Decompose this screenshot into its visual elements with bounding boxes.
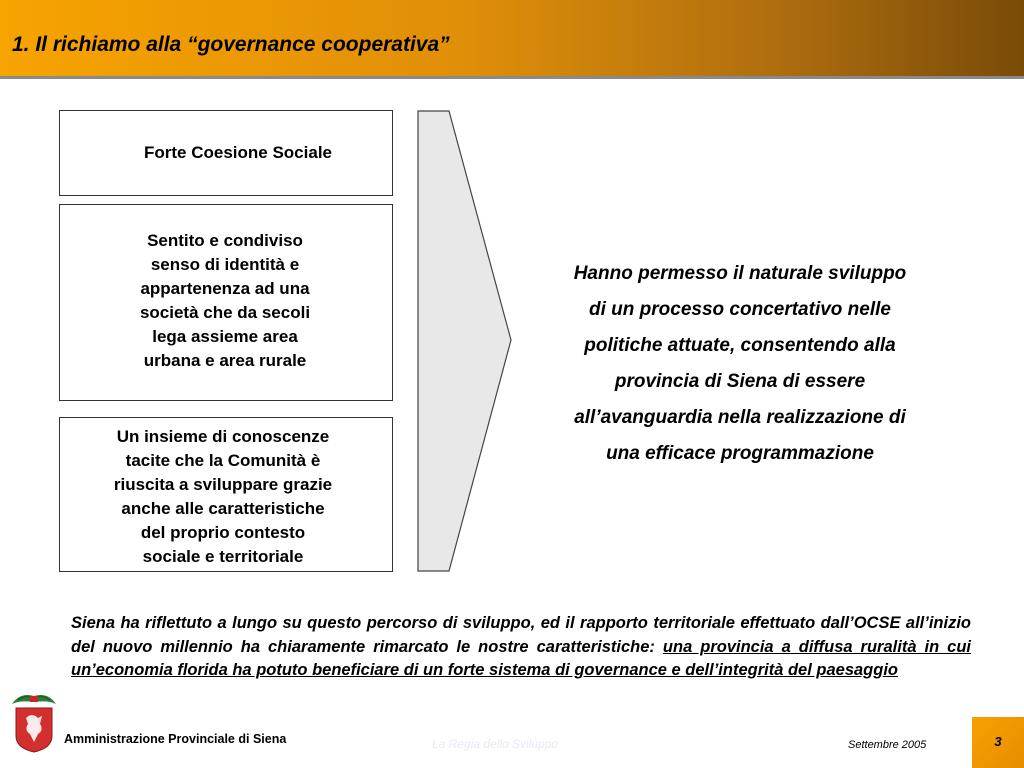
summary-underlined-text: una provincia a diffusa ruralità in cui un’economia florida ha potuto beneficiare di un forte sistema di governance e dell’integrità del paesaggio — [71, 637, 971, 679]
box-line: tacite che la Comunità è — [125, 451, 321, 470]
header-divider — [0, 76, 1024, 79]
chevron-arrow-shape — [417, 110, 517, 574]
page-number: 3 — [994, 734, 1002, 749]
result-line: di un processo concertativo nelle — [589, 299, 891, 320]
box-line: sociale e territoriale — [142, 547, 304, 566]
province-logo-icon — [8, 690, 60, 754]
result-line: Hanno permesso il naturale sviluppo — [573, 263, 907, 284]
box-line: riuscita a sviluppare grazie — [113, 475, 333, 494]
page-number-box — [972, 717, 1024, 768]
box-line: anche alle caratteristiche — [121, 499, 325, 518]
box-line: appartenenza ad una — [140, 279, 310, 298]
result-line: politiche attuate, consentendo alla — [584, 335, 896, 356]
footer-watermark: La Regia dello Sviluppo — [432, 737, 559, 751]
box-line: del proprio contesto — [140, 523, 306, 542]
summary-text: Siena ha riflettuto a lungo su questo percorso di sviluppo, ed il rapporto territoriale effettuato dall’OCSE all’inizio del nuovo millennio ha chiaramente rimarcato le nostre caratteristiche: — [71, 614, 971, 656]
result-line: all’avanguardia nella realizzazione di — [574, 407, 906, 428]
box-conoscenze — [59, 417, 393, 572]
summary-paragraph — [71, 612, 971, 683]
box-line: Sentito e condiviso — [147, 231, 303, 250]
box-line: società che da secoli — [139, 303, 311, 322]
box-line: senso di identità e — [150, 255, 300, 274]
result-line: una efficace programmazione — [606, 443, 874, 464]
box-line: Forte Coesione Sociale — [144, 143, 332, 162]
box-line: Un insieme di conoscenze — [116, 427, 330, 446]
slide-title: 1. Il richiamo alla “governance cooperativa” — [12, 33, 450, 56]
box-identita — [59, 204, 393, 401]
organization-name: Amministrazione Provinciale di Siena — [64, 732, 287, 746]
footer-date: Settembre 2005 — [848, 739, 927, 751]
result-text — [530, 256, 950, 472]
box-line: lega assieme area — [152, 327, 298, 346]
box-line: urbana e area rurale — [143, 351, 307, 370]
box-coesione-sociale — [59, 110, 393, 196]
result-line: provincia di Siena di essere — [614, 371, 866, 392]
